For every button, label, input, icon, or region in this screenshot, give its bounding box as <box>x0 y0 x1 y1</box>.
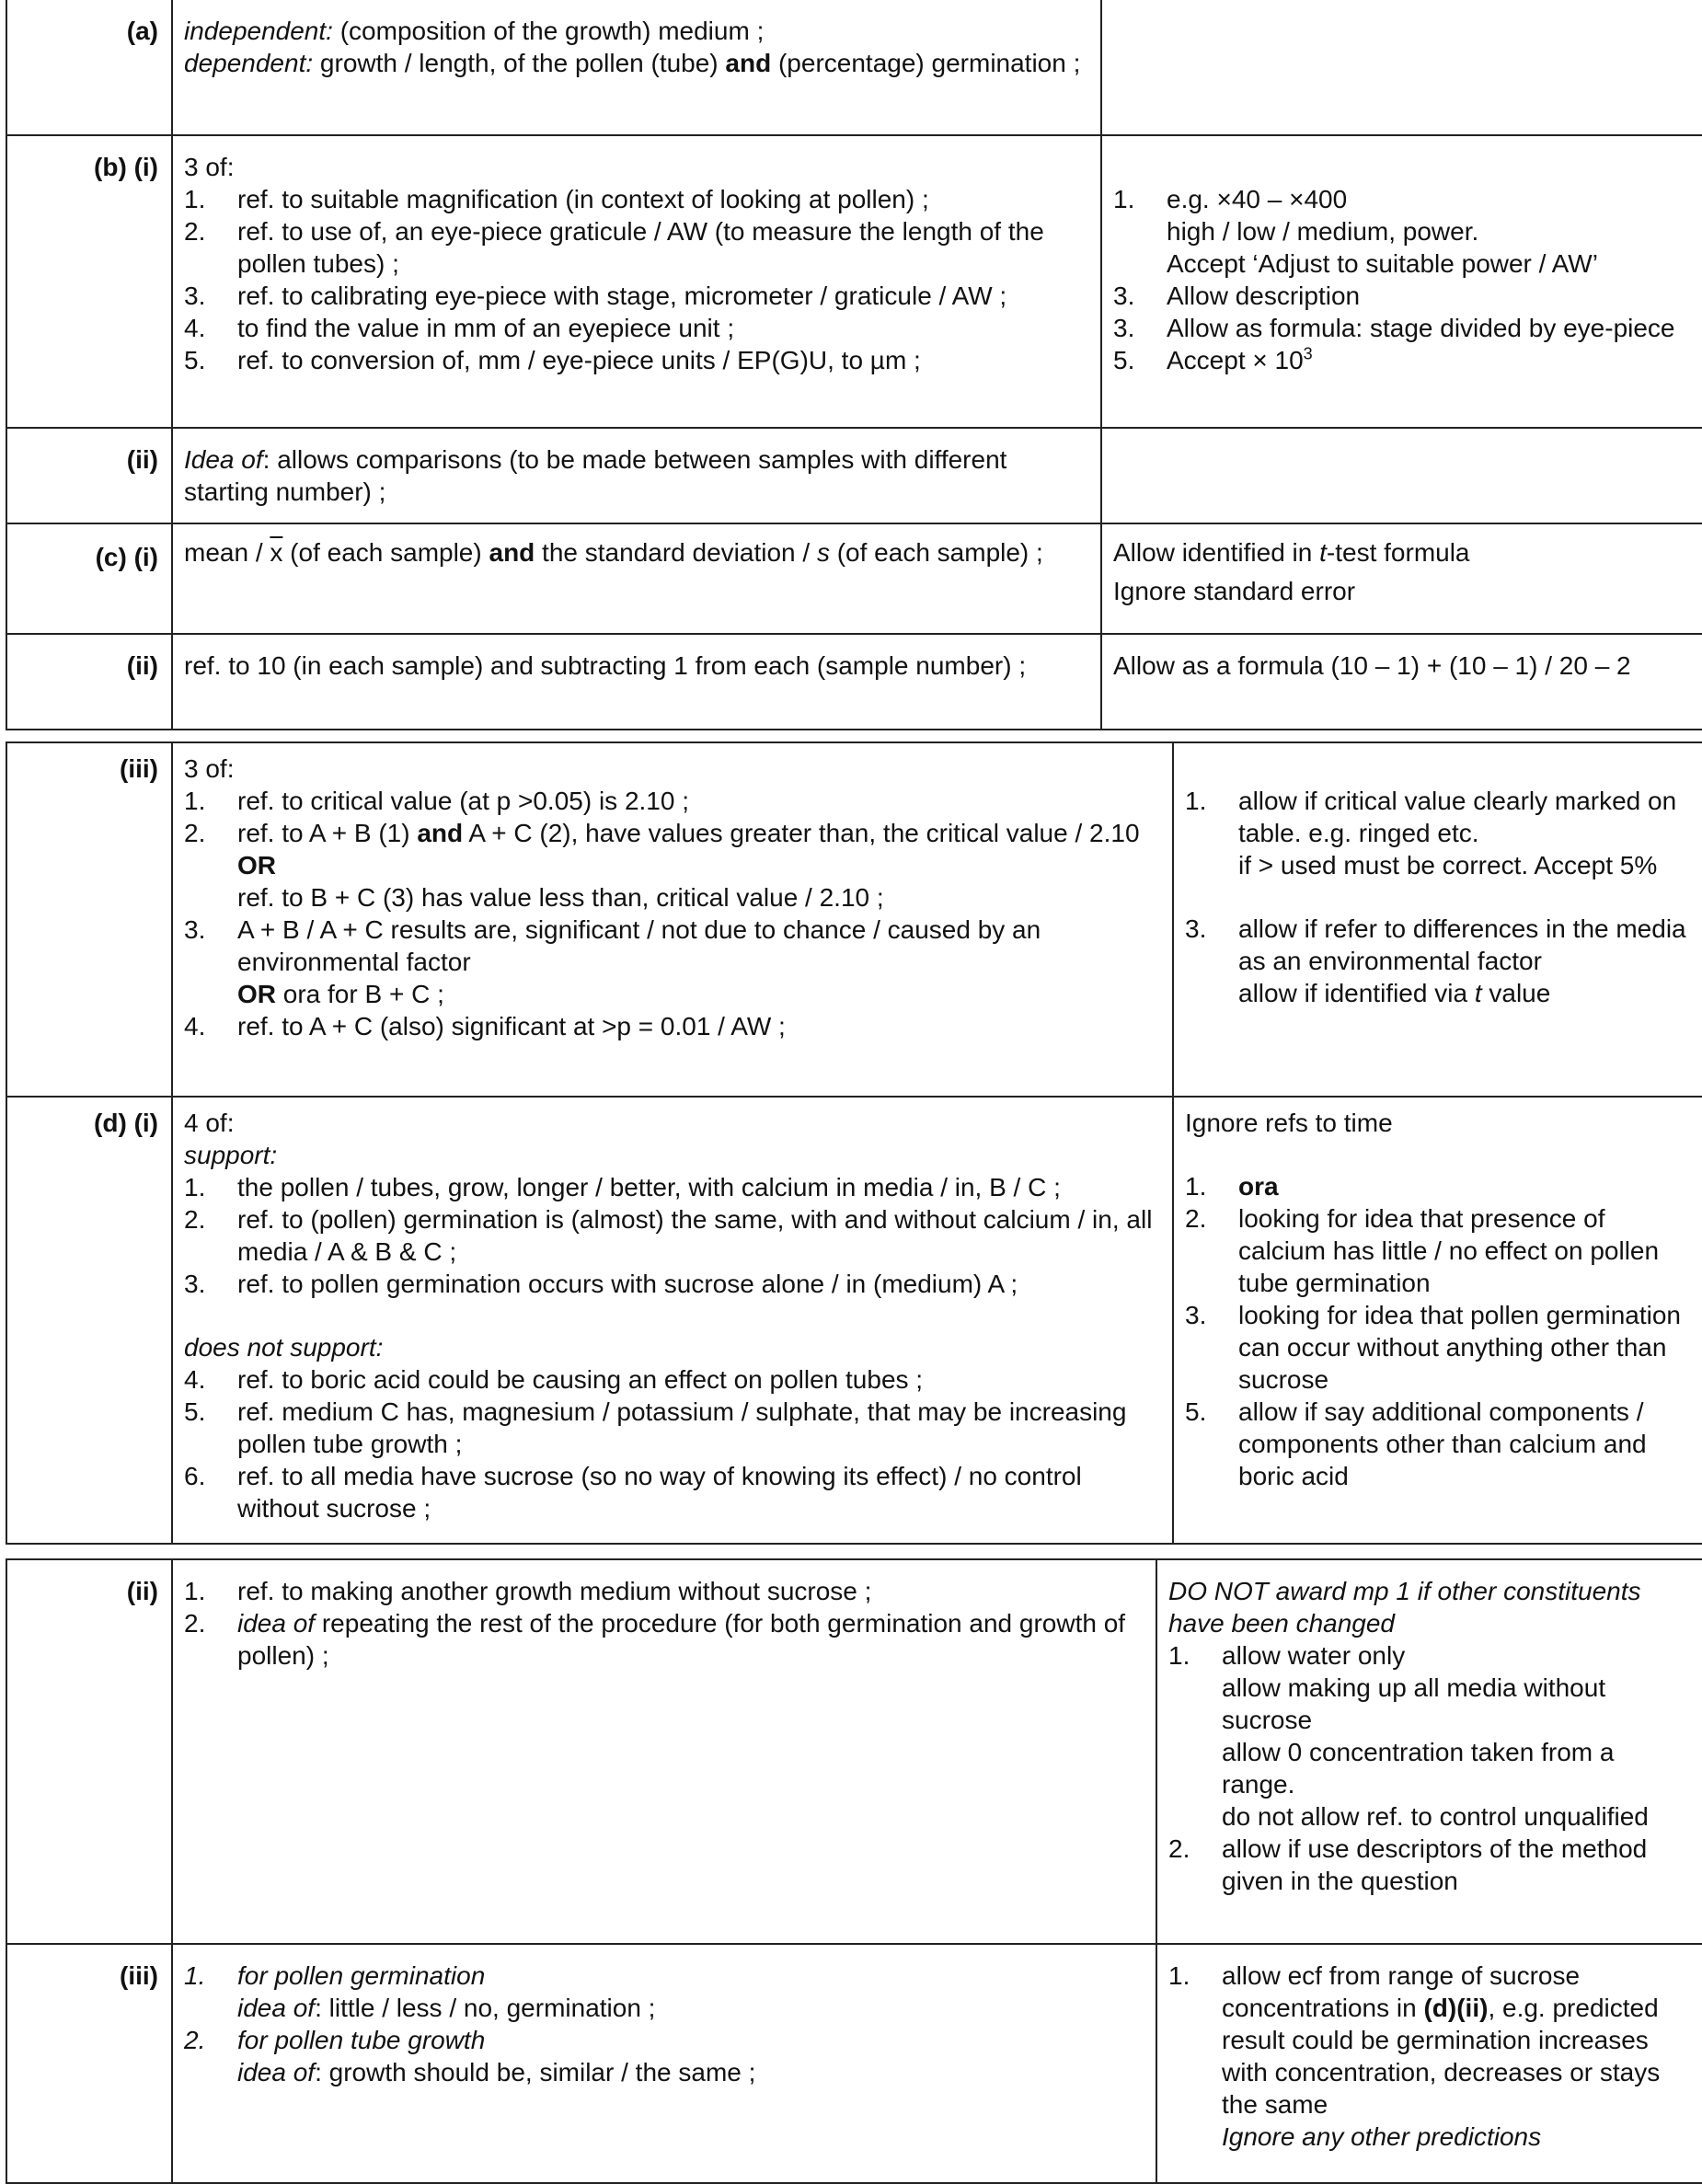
answer-c-i <box>172 523 1101 634</box>
question-label-d-ii: (ii) <box>6 1559 172 1944</box>
question-label-c-ii: (ii) <box>6 634 172 730</box>
text-part: : growth should be, similar / the same ; <box>315 2058 756 2086</box>
note-head: DO NOT award mp 1 if other constituents have been changed <box>1168 1577 1641 1638</box>
answer-c-ii: ref. to 10 (in each sample) and subtracting 1 from each (sample number) ; <box>172 634 1101 730</box>
item-number: 2. <box>184 819 206 847</box>
note-text <box>1222 1960 1693 2153</box>
note-item <box>1185 1170 1693 1202</box>
text-part: A + B / A + C results are, significant / not due to chance / caused by an environmental factor <box>237 915 1041 976</box>
note-text: do not allow ref. to control unqualified <box>1222 1802 1649 1831</box>
answer-head: 3 of: <box>184 153 235 181</box>
answer-c-iii <box>172 742 1173 1097</box>
bold-and: and <box>725 49 772 77</box>
idea-of-label: idea of <box>237 1994 316 2022</box>
not-support-heading: does not support: <box>184 1333 384 1362</box>
notes-c-iii <box>1173 742 1702 1097</box>
item-text: the pollen / tubes, grow, longer / better, with calcium in media / in, B / C ; <box>237 1173 1061 1201</box>
item-text: ref. to A + C (also) significant at >p = 0.01 / AW ; <box>237 1012 786 1040</box>
answer-list <box>184 785 1161 1042</box>
t-symbol: t <box>1474 979 1482 1007</box>
item-heading: for pollen tube growth <box>237 2026 486 2054</box>
row-b-ii <box>6 428 1702 523</box>
note-number <box>1168 1736 1222 1800</box>
text-part: if > used must be correct. Accept 5% <box>1238 851 1658 879</box>
list-item <box>184 1575 1144 1607</box>
question-label-c-i: (c) (i) <box>6 523 172 634</box>
s-symbol: s <box>816 538 830 567</box>
item-number: 3. <box>184 915 206 944</box>
note-number <box>1168 1672 1222 1736</box>
list-item <box>184 1396 1161 1460</box>
item-number: 5. <box>184 346 206 374</box>
note-text: allow making up all media without sucrose <box>1222 1673 1606 1734</box>
notes-b-i <box>1101 135 1702 428</box>
note-item <box>1113 280 1693 312</box>
note-number: 2. <box>1168 1834 1190 1863</box>
note-item <box>1185 1396 1693 1492</box>
answer-head: 3 of: <box>184 754 235 783</box>
item-text: ref. to conversion of, mm / eye-piece units / EP(G)U, to µm ; <box>237 346 921 374</box>
text-part: repeating the rest of the procedure (for both germination and growth of pollen) ; <box>237 1609 1126 1670</box>
note-item <box>1168 1800 1693 1833</box>
row-c-ii <box>6 634 1702 730</box>
question-reference: (d)(ii) <box>1423 1994 1489 2022</box>
answer-d-ii <box>172 1559 1156 1944</box>
note-text: Allow identified in <box>1113 538 1320 567</box>
answer-list <box>184 1575 1144 1672</box>
item-text: ref. to suitable magnification (in context of looking at pollen) ; <box>237 185 929 213</box>
notes-b-ii <box>1101 428 1702 523</box>
note-text: Allow as formula: stage divided by eye-piece <box>1167 314 1675 342</box>
note-text <box>1238 913 1693 1009</box>
item-text <box>237 2024 1144 2088</box>
text-dependent-a: growth / length, of the pollen (tube) <box>313 49 726 77</box>
item-text <box>237 1607 1144 1672</box>
text-mean: mean / <box>184 538 270 567</box>
text-part: allow if refer to differences in the media as an environmental factor <box>1238 914 1686 975</box>
answer-d-i <box>172 1097 1173 1544</box>
notes-list <box>1113 183 1693 376</box>
note-number <box>1185 1331 1238 1396</box>
note-item <box>1168 1736 1693 1800</box>
note-number: 1. <box>1185 1172 1207 1201</box>
text-dependent-b: (percentage) germination ; <box>771 49 1081 77</box>
note-line <box>1113 534 1693 572</box>
note-item <box>1168 1639 1693 1672</box>
note-head: Ignore refs to time <box>1185 1109 1393 1137</box>
note-number <box>1113 215 1167 247</box>
note-item <box>1185 785 1693 881</box>
notes-a <box>1101 0 1702 135</box>
answer-d-iii <box>172 1944 1156 2183</box>
item-number: 1. <box>184 1961 206 1990</box>
note-text: looking for idea that presence of calcium has little / no effect on pollen tube germination <box>1238 1204 1660 1297</box>
text-independent: (composition of the growth) medium ; <box>332 17 765 45</box>
answer-list <box>184 1960 1144 2088</box>
question-label-d-iii: (iii) <box>6 1944 172 2183</box>
text-part: ref. to B + C (3) has value less than, critical value / 2.10 ; <box>237 883 884 912</box>
row-c-iii <box>6 742 1702 1097</box>
row-d-i <box>6 1097 1702 1544</box>
superscript: 3 <box>1303 344 1313 363</box>
label-independent: independent: <box>184 17 333 45</box>
question-label-d-i: (d) (i) <box>6 1097 172 1544</box>
not-support-list <box>184 1363 1161 1524</box>
idea-of-label: idea of <box>237 2058 316 2086</box>
answer-text: : allows comparisons (to be made between samples with different starting number) ; <box>184 445 1007 506</box>
text-part: Ignore any other predictions <box>1222 2122 1542 2151</box>
item-text: ref. to pollen germination occurs with sucrose alone / in (medium) A ; <box>237 1270 1018 1298</box>
note-item <box>1113 183 1693 215</box>
list-item <box>184 1171 1161 1203</box>
notes-list <box>1168 1639 1693 1897</box>
question-label-b-ii: (ii) <box>6 428 172 523</box>
text-part: , e.g. predicted result could be germination increases with concentration, decreases or stays the same <box>1222 1994 1661 2119</box>
idea-of-label: Idea of <box>184 445 263 474</box>
answer-b-ii <box>172 428 1101 523</box>
item-number: 1. <box>184 787 206 815</box>
note-text: high / low / medium, power. <box>1167 217 1479 246</box>
list-item <box>184 1460 1161 1524</box>
item-number: 3. <box>184 282 206 310</box>
note-text: Allow description <box>1167 282 1361 310</box>
item-text: ref. to (pollen) germination is (almost) the same, with and without calcium / in, all media / A & B & C ; <box>237 1205 1153 1266</box>
item-text: ref. to boric acid could be causing an effect on pollen tubes ; <box>237 1365 924 1394</box>
list-item <box>184 344 1089 376</box>
list-item <box>184 280 1089 312</box>
text-sd: the standard deviation / <box>535 538 817 567</box>
item-number: 2. <box>184 2026 206 2054</box>
spacer <box>184 1300 1161 1331</box>
item-text: to find the value in mm of an eyepiece unit ; <box>237 314 735 342</box>
note-number <box>1168 1800 1222 1833</box>
item-number: 4. <box>184 1365 206 1394</box>
item-number: 1. <box>184 185 206 213</box>
note-text <box>1167 344 1693 376</box>
note-text: -test formula <box>1326 538 1470 567</box>
support-list <box>184 1171 1161 1300</box>
spacer <box>1185 881 1693 913</box>
note-number: 1. <box>1168 1641 1190 1670</box>
text-of-each-sample: (of each sample) ; <box>829 538 1043 567</box>
note-item <box>1168 1833 1693 1897</box>
item-text: ref. to making another growth medium without sucrose ; <box>237 1577 872 1605</box>
list-item <box>184 1268 1161 1300</box>
text-part: value <box>1481 979 1551 1007</box>
notes-d-iii <box>1156 1944 1702 2183</box>
support-heading: support: <box>184 1141 278 1169</box>
note-text: can occur without anything other than sucrose <box>1238 1333 1667 1394</box>
note-item <box>1168 1672 1693 1736</box>
list-item <box>184 312 1089 344</box>
item-text: ref. to calibrating eye-piece with stage, micrometer / graticule / AW ; <box>237 282 1007 310</box>
note-text: allow if use descriptors of the method given in the question <box>1222 1834 1648 1895</box>
note-item <box>1113 215 1693 247</box>
text-part: allow if identified via <box>1238 979 1475 1007</box>
list-item <box>184 215 1089 280</box>
note-number: 2. <box>1185 1204 1207 1233</box>
row-c-i <box>6 523 1702 634</box>
text-part: : little / less / no, germination ; <box>315 1994 656 2022</box>
note-text: looking for idea that pollen germination <box>1238 1301 1681 1329</box>
list-item <box>184 2024 1144 2088</box>
list-item <box>184 817 1161 914</box>
mark-scheme-table-2 <box>6 741 1702 1545</box>
note-number: 3. <box>1185 1301 1207 1329</box>
item-text <box>237 817 1161 914</box>
item-number: 2. <box>184 217 206 246</box>
item-number: 1. <box>184 1577 206 1605</box>
item-number: 5. <box>184 1397 206 1426</box>
spacer <box>1238 881 1693 913</box>
item-number: 3. <box>184 1270 206 1298</box>
note-text: e.g. ×40 – ×400 <box>1167 185 1348 213</box>
idea-of-label: idea of <box>237 1609 316 1638</box>
note-text: allow 0 concentration taken from a range. <box>1222 1738 1615 1799</box>
item-text <box>237 1960 1144 2024</box>
item-heading: for pollen germination <box>237 1961 486 1990</box>
note-text <box>1238 785 1693 881</box>
answer-head: 4 of: <box>184 1109 235 1137</box>
list-item <box>184 785 1161 817</box>
item-number: 6. <box>184 1462 206 1490</box>
spacer <box>1185 881 1238 913</box>
list-item <box>184 1010 1161 1042</box>
item-number: 4. <box>184 314 206 342</box>
note-text: Accept ‘Adjust to suitable power / AW’ <box>1167 249 1598 278</box>
bold-and: and <box>417 819 464 847</box>
list-item <box>184 1203 1161 1268</box>
note-text-main: Accept × 10 <box>1167 346 1304 374</box>
notes-list <box>1185 785 1693 1009</box>
question-label-c-iii: (iii) <box>6 742 172 1097</box>
note-text: allow if say additional components / components other than calcium and boric acid <box>1238 1397 1647 1490</box>
question-label-a: (a) <box>6 0 172 135</box>
x-bar-symbol: $\overline{x}$ <box>270 538 283 567</box>
list-item <box>184 914 1161 1010</box>
note-line: Ignore standard error <box>1113 577 1356 605</box>
answer-list <box>184 183 1089 376</box>
row-a <box>6 0 1702 135</box>
note-item <box>1185 913 1693 1009</box>
list-item <box>184 1960 1144 2024</box>
list-item <box>184 183 1089 215</box>
question-label-b-i: (b) (i) <box>6 135 172 428</box>
mark-scheme-table-3 <box>6 1558 1702 2184</box>
note-number: 3. <box>1113 282 1135 310</box>
note-text: ora <box>1238 1172 1279 1201</box>
notes-c-ii: Allow as a formula (10 – 1) + (10 – 1) / 20 – 2 <box>1101 634 1702 730</box>
note-number: 3. <box>1185 914 1207 943</box>
notes-c-i <box>1101 523 1702 634</box>
item-number: 2. <box>184 1609 206 1638</box>
note-number: 1. <box>1185 787 1207 815</box>
t-symbol: t <box>1319 538 1327 567</box>
text-part: A + C (2), have values greater than, the critical value / 2.10 <box>463 819 1140 847</box>
bold-and: and <box>489 538 535 567</box>
note-text: allow water only <box>1222 1641 1406 1670</box>
notes-d-ii <box>1156 1559 1702 1944</box>
answer-line-independent <box>184 15 1089 47</box>
note-item <box>1113 312 1693 344</box>
row-d-iii <box>6 1944 1702 2183</box>
notes-list <box>1185 1170 1693 1492</box>
note-item <box>1185 1202 1693 1299</box>
item-text: ref. to all media have sucrose (so no way of knowing its effect) / no control without sucrose ; <box>237 1462 1082 1523</box>
item-text: ref. to use of, an eye-piece graticule / AW (to measure the length of the pollen tubes) ; <box>237 217 1044 278</box>
answer-a <box>172 0 1101 135</box>
list-item <box>184 1607 1144 1672</box>
note-item <box>1113 344 1693 376</box>
text-of-each: (of each sample) <box>282 538 489 567</box>
text-part: ref. to A + B (1) <box>237 819 418 847</box>
note-item <box>1185 1299 1693 1331</box>
item-text <box>237 914 1161 1010</box>
bold-or: OR <box>237 851 276 879</box>
note-number: 1. <box>1113 185 1135 213</box>
item-text: ref. to critical value (at p >0.05) is 2.10 ; <box>237 787 690 815</box>
note-number: 5. <box>1185 1397 1207 1426</box>
note-number: 5. <box>1113 346 1135 374</box>
note-number: 3. <box>1113 314 1135 342</box>
notes-d-i <box>1173 1097 1702 1544</box>
note-item <box>1185 1331 1693 1396</box>
row-d-ii <box>6 1559 1702 1944</box>
answer-line-dependent <box>184 47 1089 79</box>
text-part: allow if critical value clearly marked on table. e.g. ringed etc. <box>1238 787 1677 847</box>
text-part: allow ecf from range of sucrose concentrations in <box>1222 1961 1581 2022</box>
item-text: ref. medium C has, magnesium / potassium / sulphate, that may be increasing pollen tube growth ; <box>237 1397 1127 1458</box>
notes-list <box>1168 1960 1693 2153</box>
list-item <box>184 1363 1161 1396</box>
item-number: 1. <box>184 1173 206 1201</box>
spacer <box>1185 1139 1693 1170</box>
item-number: 4. <box>184 1012 206 1040</box>
text-part: ora for B + C ; <box>276 980 444 1008</box>
note-number: 1. <box>1168 1961 1190 1990</box>
note-number <box>1113 247 1167 280</box>
label-dependent: dependent: <box>184 49 314 77</box>
bold-or: OR <box>237 980 276 1008</box>
answer-b-i <box>172 135 1101 428</box>
item-number: 2. <box>184 1205 206 1234</box>
mark-scheme-table-1 <box>6 0 1702 730</box>
row-b-i <box>6 135 1702 428</box>
note-item <box>1168 1960 1693 2153</box>
note-item <box>1113 247 1693 280</box>
